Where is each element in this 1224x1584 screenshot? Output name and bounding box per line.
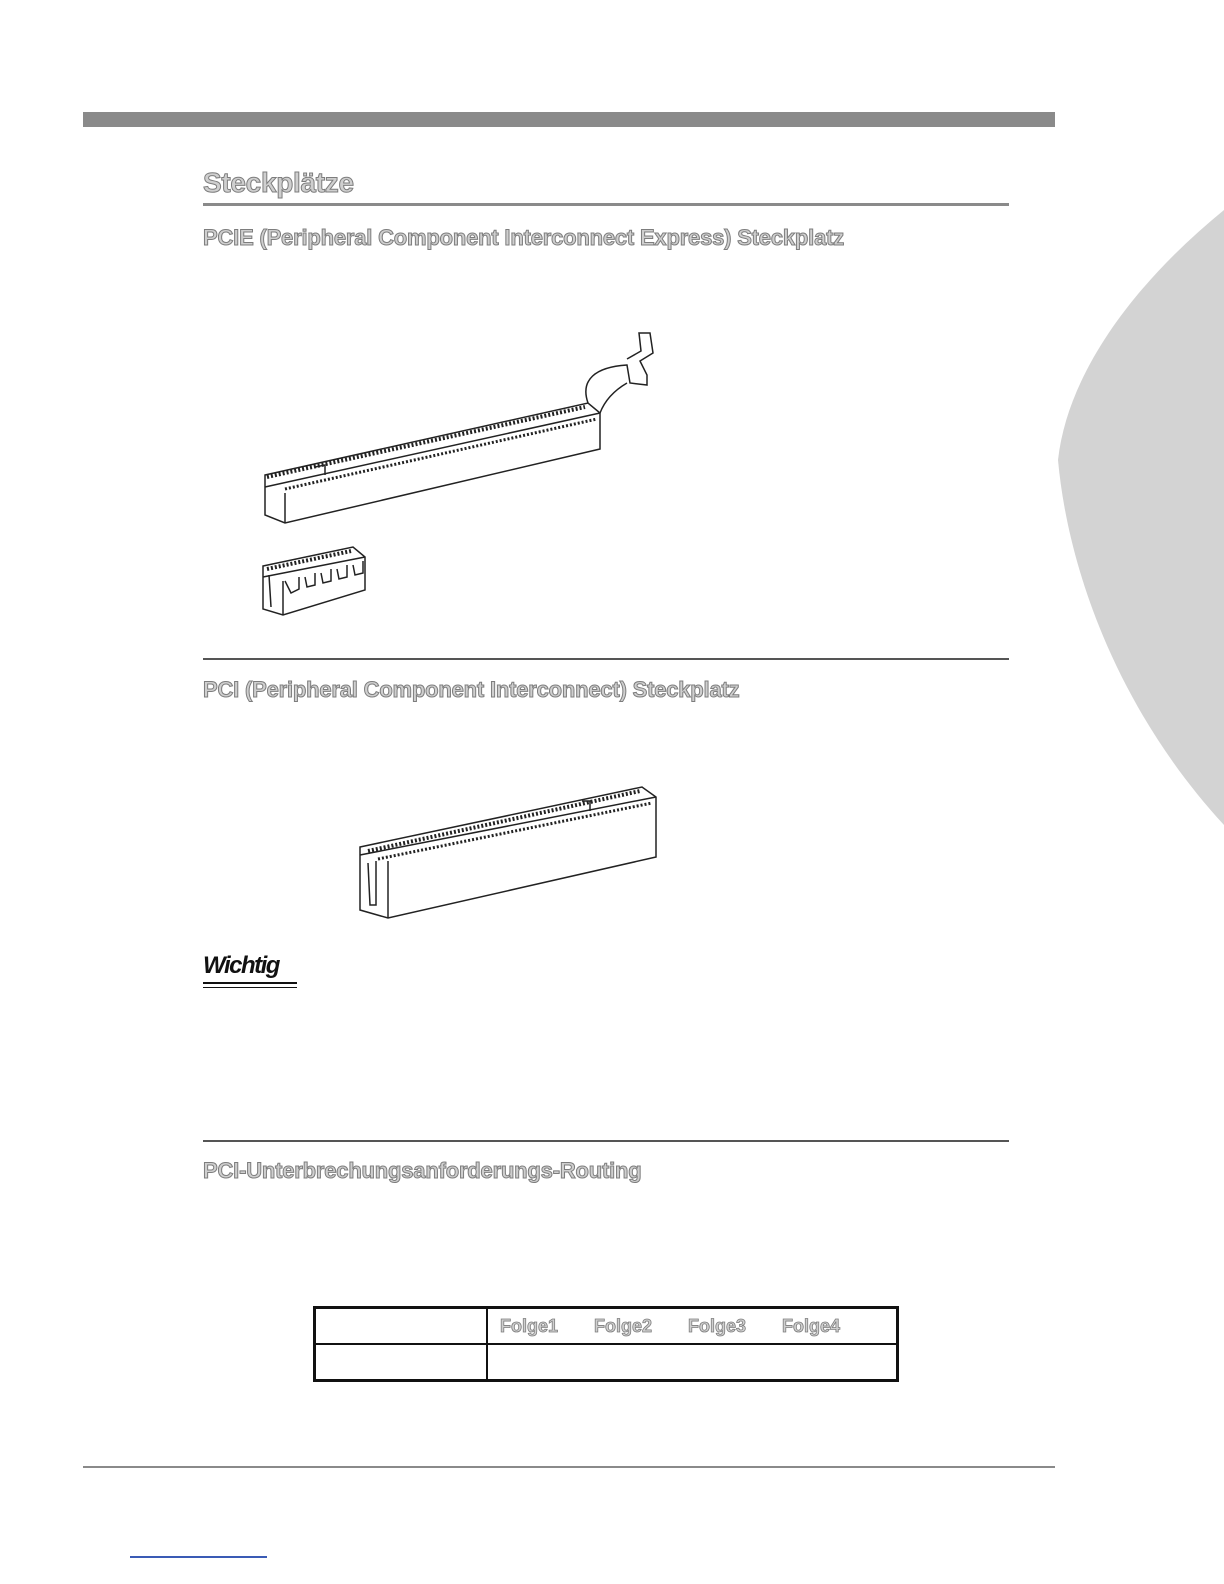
table-header-row — [315, 1308, 898, 1345]
column-header-folge3: Folge3 — [688, 1315, 747, 1336]
section-divider-irq — [203, 1140, 1009, 1142]
footer-link-underline[interactable] — [130, 1556, 267, 1558]
important-underline — [203, 982, 297, 984]
column-header-folge1: Folge1 — [500, 1315, 559, 1336]
column-header-folge4: Folge4 — [782, 1315, 841, 1336]
title-underline — [203, 203, 1009, 206]
column-header-folge2: Folge2 — [594, 1315, 653, 1336]
irq-routing-table — [313, 1306, 899, 1382]
important-underline-secondary — [203, 987, 297, 988]
pcie-slot-illustration — [255, 325, 675, 625]
important-label: Wichtig — [203, 952, 279, 979]
chapter-side-tab — [1058, 210, 1224, 830]
irq-heading: PCI-Unterbrechungsanforderungs-Routing — [203, 1158, 642, 1183]
footer-rule — [83, 1466, 1055, 1468]
table-header-cell — [487, 1308, 898, 1345]
pci-slot-illustration — [350, 775, 670, 925]
pcie-heading: PCIE (Peripheral Component Interconnect Express) Steckplatz — [203, 225, 845, 250]
section-divider-pci — [203, 658, 1009, 660]
pci-heading: PCI (Peripheral Component Interconnect) Steckplatz — [203, 677, 740, 702]
table-row — [315, 1344, 898, 1381]
table-cell — [487, 1344, 898, 1381]
page-title: Steckplätze — [203, 167, 354, 198]
table-cell — [315, 1344, 488, 1381]
top-header-bar — [83, 112, 1055, 127]
table-header-empty-cell — [315, 1308, 488, 1345]
